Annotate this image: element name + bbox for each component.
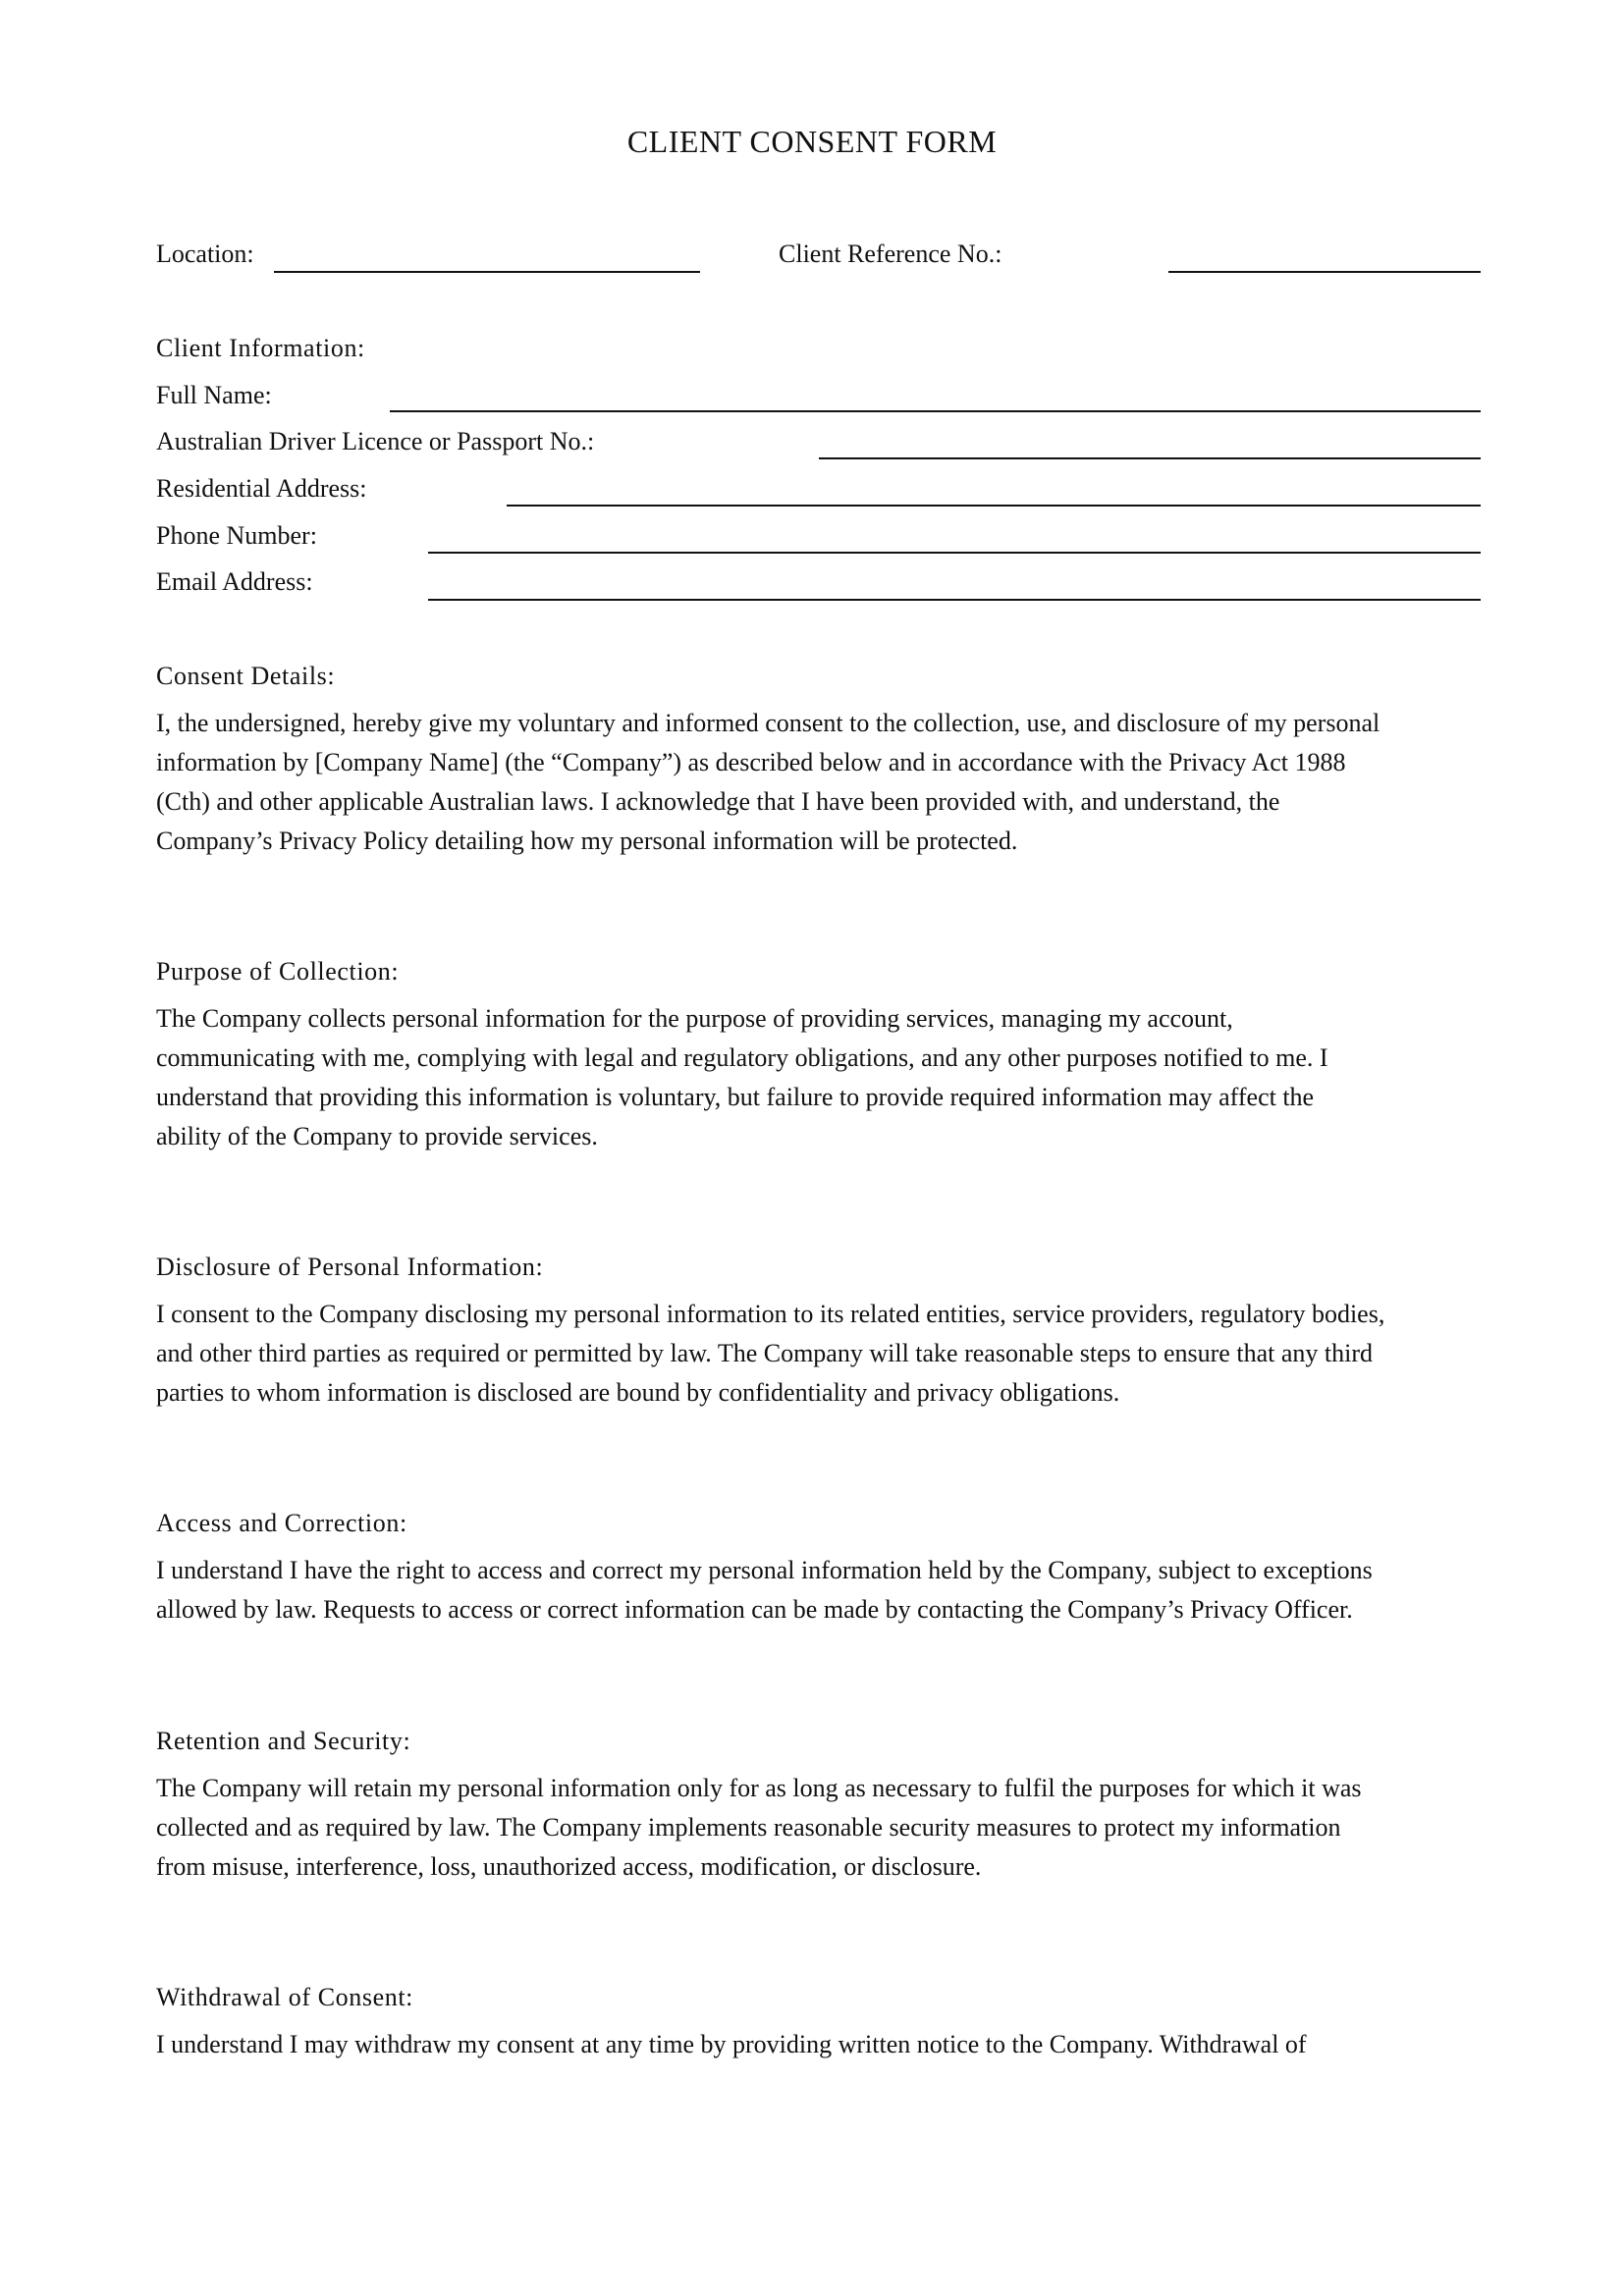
full-name-label: Full Name: — [156, 381, 272, 409]
retention-security-heading: Retention and Security: — [156, 1727, 411, 1755]
text-line: allowed by law. Requests to access or correct information can be made by contacting the Company’s Privacy Officer. — [156, 1595, 1353, 1624]
email-address-field[interactable] — [428, 599, 1481, 601]
text-line: (Cth) and other applicable Australian laws. I acknowledge that I have been provided with, and understand, the — [156, 787, 1280, 816]
text-line: understand that providing this information is voluntary, but failure to provide required information may affect the — [156, 1083, 1315, 1111]
licence-passport-field[interactable] — [819, 457, 1481, 459]
disclosure-heading: Disclosure of Personal Information: — [156, 1253, 544, 1281]
text-line: I, the undersigned, hereby give my voluntary and informed consent to the collection, use, and disclosure of my personal — [156, 709, 1380, 737]
disclosure-text — [156, 1295, 1482, 1413]
text-line: parties to whom information is disclosed are bound by confidentiality and privacy obligations. — [156, 1378, 1120, 1407]
access-correction-heading: Access and Correction: — [156, 1509, 407, 1537]
access-correction-text — [156, 1551, 1482, 1629]
email-address-label: Email Address: — [156, 567, 313, 596]
consent-details-text — [156, 704, 1482, 861]
text-line: I understand I may withdraw my consent at any time by providing written notice to the Company. Withdrawal of — [156, 2030, 1307, 2058]
phone-number-label: Phone Number: — [156, 521, 317, 550]
purpose-of-collection-text — [156, 999, 1482, 1156]
client-reference-label: Client Reference No.: — [779, 240, 1002, 268]
withdrawal-text — [156, 2025, 1482, 2064]
location-label: Location: — [156, 240, 254, 268]
text-line: I consent to the Company disclosing my personal information to its related entities, service providers, regulatory bodies, — [156, 1300, 1385, 1328]
purpose-of-collection-heading: Purpose of Collection: — [156, 957, 400, 986]
form-title: CLIENT CONSENT FORM — [626, 124, 998, 159]
phone-number-field[interactable] — [428, 552, 1481, 554]
location-field[interactable] — [274, 271, 700, 273]
residential-address-field[interactable] — [507, 505, 1481, 507]
text-line: Company’s Privacy Policy detailing how my personal information will be protected. — [156, 827, 1018, 855]
text-line: information by [Company Name] (the “Company”) as described below and in accordance with the Privacy Act 1988 — [156, 748, 1346, 776]
text-line: The Company collects personal information for the purpose of providing services, managing my account, — [156, 1004, 1233, 1033]
text-line: I understand I have the right to access and correct my personal information held by the Company, subject to exceptions — [156, 1556, 1373, 1584]
text-line: from misuse, interference, loss, unauthorized access, modification, or disclosure. — [156, 1852, 982, 1881]
text-line: and other third parties as required or permitted by law. The Company will take reasonable steps to ensure that any third — [156, 1339, 1373, 1367]
client-information-heading: Client Information: — [156, 334, 365, 362]
licence-passport-label: Australian Driver Licence or Passport No.: — [156, 427, 595, 455]
client-reference-field[interactable] — [1168, 271, 1481, 273]
text-line: communicating with me, complying with legal and regulatory obligations, and any other purposes notified to me. I — [156, 1043, 1328, 1072]
residential-address-label: Residential Address: — [156, 474, 367, 503]
text-line: ability of the Company to provide services. — [156, 1122, 598, 1150]
consent-details-heading: Consent Details: — [156, 662, 336, 690]
withdrawal-heading: Withdrawal of Consent: — [156, 1983, 413, 2011]
text-line: The Company will retain my personal information only for as long as necessary to fulfil the purposes for which it was — [156, 1774, 1362, 1802]
full-name-field[interactable] — [390, 410, 1481, 412]
retention-security-text — [156, 1769, 1482, 1887]
text-line: collected and as required by law. The Company implements reasonable security measures to protect my information — [156, 1813, 1341, 1842]
